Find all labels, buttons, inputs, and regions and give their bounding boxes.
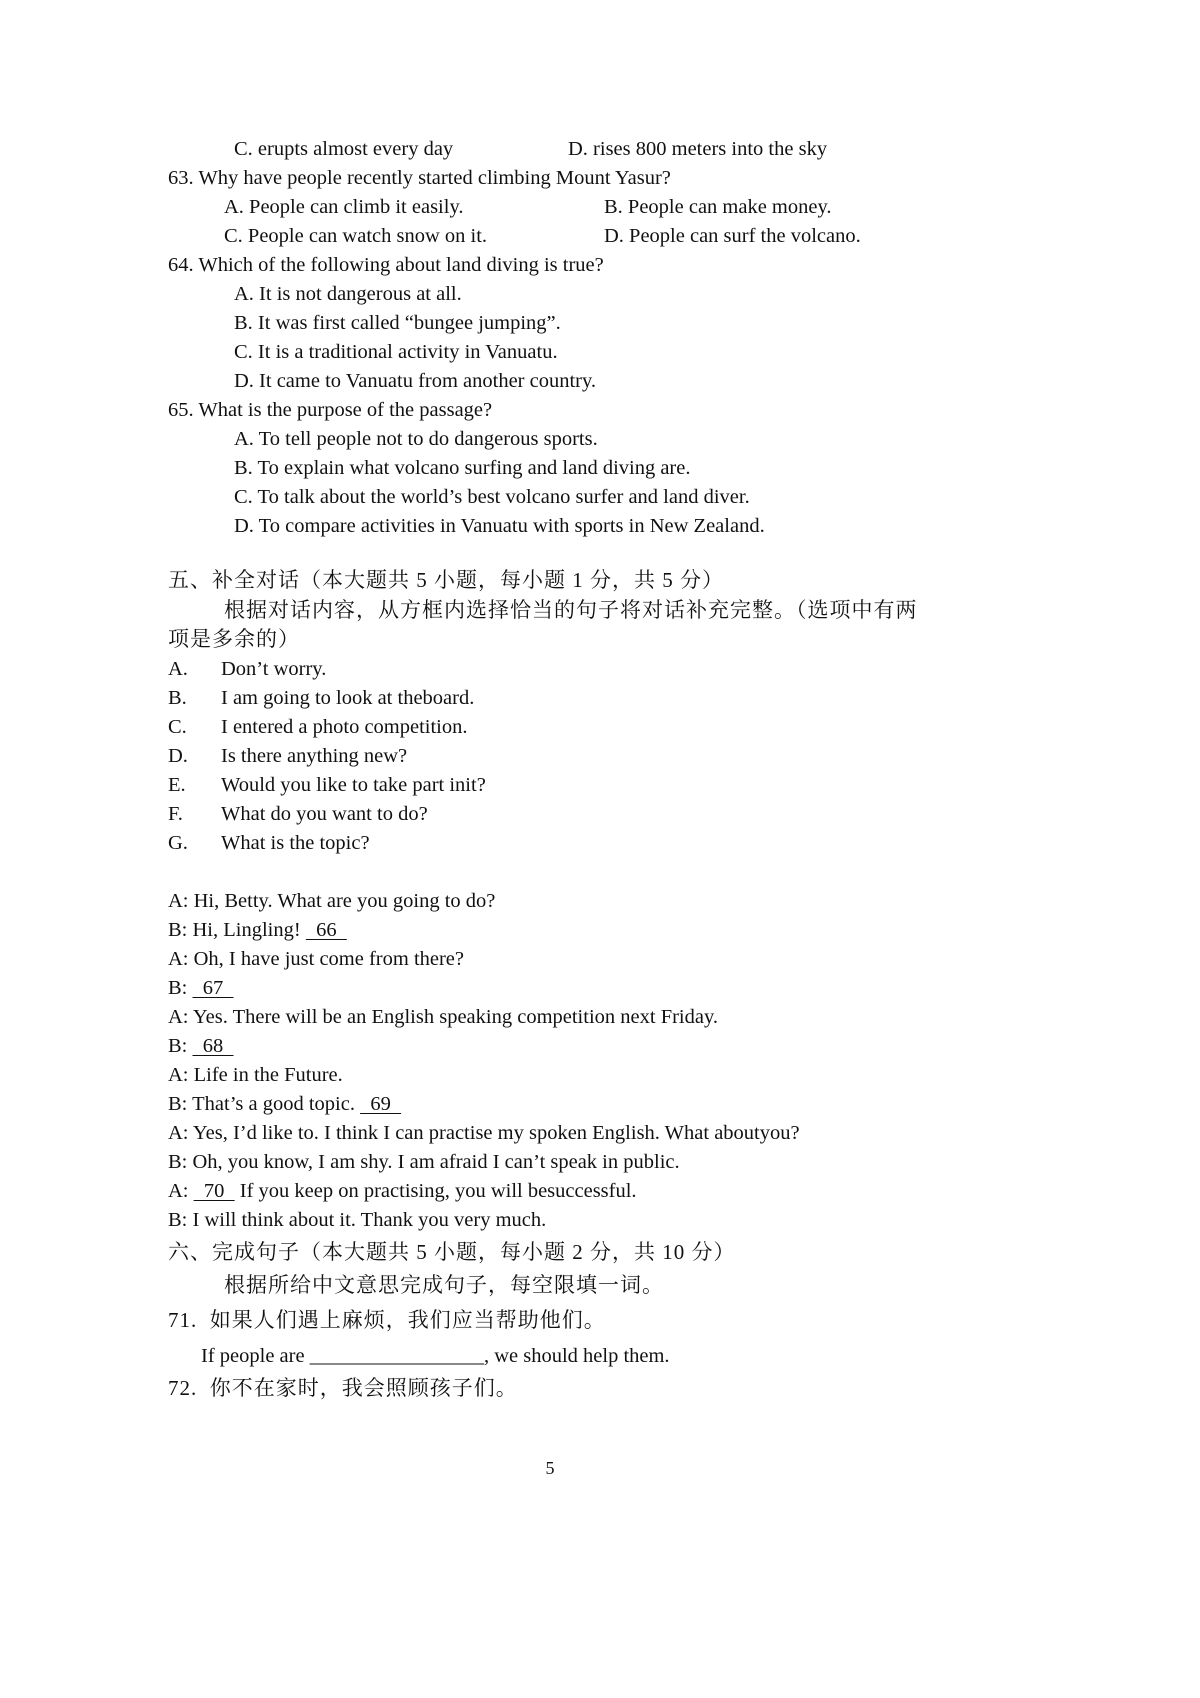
dialogue-text: B: xyxy=(168,977,193,999)
option-row-g xyxy=(168,833,370,854)
q65-option-b: B. To explain what volcano surfing and land diving are. xyxy=(234,457,691,479)
section5-heading: 五、补全对话（本大题共 5 小题，每小题 1 分，共 5 分） xyxy=(168,568,724,592)
q64-stem: 64. Which of the following about land diving is true? xyxy=(168,254,604,276)
option-letter: C. xyxy=(168,716,187,738)
q65-option-d: D. To compare activities in Vanuatu with sports in New Zealand. xyxy=(234,515,765,537)
q71-chinese: 71. 如果人们遇上麻烦，我们应当帮助他们。 xyxy=(168,1308,606,1332)
dialogue-line-1: A: Hi, Betty. What are you going to do? xyxy=(168,890,496,912)
dialogue-text: If you keep on practising, you will besuccessful. xyxy=(234,1180,637,1202)
answer-blank-67[interactable]: 67 xyxy=(192,977,234,999)
dialogue-line-5: A: Yes. There will be an English speaking competition next Friday. xyxy=(168,1006,719,1028)
option-letter: D. xyxy=(168,745,188,767)
option-text: I entered a photo competition. xyxy=(221,716,468,738)
option-text: Would you like to take part init? xyxy=(221,774,486,796)
dialogue-text: B: That’s a good topic. xyxy=(168,1093,361,1115)
answer-blank-66[interactable]: 66 xyxy=(305,919,347,941)
q65-option-c: C. To talk about the world’s best volcano surfer and land diver. xyxy=(234,486,750,508)
q63-option-c: C. People can watch snow on it. xyxy=(224,225,488,247)
option-row-f xyxy=(168,804,428,825)
option-row-e xyxy=(168,775,486,796)
option-letter: E. xyxy=(168,774,186,796)
option-letter: B. xyxy=(168,687,187,709)
option-text: I am going to look at theboard. xyxy=(221,687,475,709)
dialogue-line-11 xyxy=(168,1181,637,1202)
option-letter: A. xyxy=(168,658,188,680)
dialogue-line-9: A: Yes, I’d like to. I think I can practise my spoken English. What aboutyou? xyxy=(168,1122,800,1144)
option-letter: F. xyxy=(168,803,183,825)
page-number: 5 xyxy=(545,1458,555,1478)
section6-instruction: 根据所给中文意思完成句子，每空限填一词。 xyxy=(224,1273,664,1297)
q63-stem: 63. Why have people recently started climbing Mount Yasur? xyxy=(168,167,671,189)
dialogue-line-6 xyxy=(168,1036,234,1057)
q64-option-a: A. It is not dangerous at all. xyxy=(234,283,462,305)
q65-option-a: A. To tell people not to do dangerous sports. xyxy=(234,428,598,450)
dialogue-line-3: A: Oh, I have just come from there? xyxy=(168,948,465,970)
q63-option-d: D. People can surf the volcano. xyxy=(604,225,861,247)
section6-heading: 六、完成句子（本大题共 5 小题，每小题 2 分，共 10 分） xyxy=(168,1240,736,1264)
option-text: What is the topic? xyxy=(221,832,370,854)
q62-option-c: C. erupts almost every day xyxy=(234,138,454,160)
section5-instruction-line1: 根据对话内容，从方框内选择恰当的句子将对话补充完整。（选项中有两 xyxy=(224,598,918,622)
section5-instruction-line2: 项是多余的） xyxy=(168,627,300,651)
q62-option-d: D. rises 800 meters into the sky xyxy=(568,138,828,160)
option-row-b xyxy=(168,688,474,709)
dialogue-line-7: A: Life in the Future. xyxy=(168,1064,343,1086)
dialogue-line-12: B: I will think about it. Thank you very much. xyxy=(168,1209,547,1231)
q64-option-b: B. It was first called “bungee jumping”. xyxy=(234,312,561,334)
option-row-d xyxy=(168,746,407,767)
q63-option-a: A. People can climb it easily. xyxy=(224,196,464,218)
answer-blank-69[interactable]: 69 xyxy=(360,1093,402,1115)
dialogue-line-10: B: Oh, you know, I am shy. I am afraid I can’t speak in public. xyxy=(168,1151,680,1173)
q71-sentence[interactable]: If people are _________________, we should help them. xyxy=(201,1345,670,1367)
option-text: Is there anything new? xyxy=(221,745,408,767)
dialogue-line-4 xyxy=(168,978,234,999)
option-text: Don’t worry. xyxy=(221,658,327,680)
answer-blank-68[interactable]: 68 xyxy=(192,1035,234,1057)
q72-chinese: 72. 你不在家时，我会照顾孩子们。 xyxy=(168,1376,518,1400)
option-row-c xyxy=(168,717,468,738)
answer-blank-70[interactable]: 70 xyxy=(193,1180,235,1202)
q64-option-c: C. It is a traditional activity in Vanuatu. xyxy=(234,341,558,363)
q65-stem: 65. What is the purpose of the passage? xyxy=(168,399,493,421)
q63-option-b: B. People can make money. xyxy=(604,196,832,218)
option-row-a xyxy=(168,659,326,680)
dialogue-line-2 xyxy=(168,920,347,941)
q64-option-d: D. It came to Vanuatu from another country. xyxy=(234,370,597,392)
dialogue-text: A: xyxy=(168,1180,194,1202)
dialogue-line-8 xyxy=(168,1094,401,1115)
dialogue-text: B: xyxy=(168,1035,193,1057)
option-text: What do you want to do? xyxy=(221,803,428,825)
option-letter: G. xyxy=(168,832,188,854)
dialogue-text: B: Hi, Lingling! xyxy=(168,919,306,941)
